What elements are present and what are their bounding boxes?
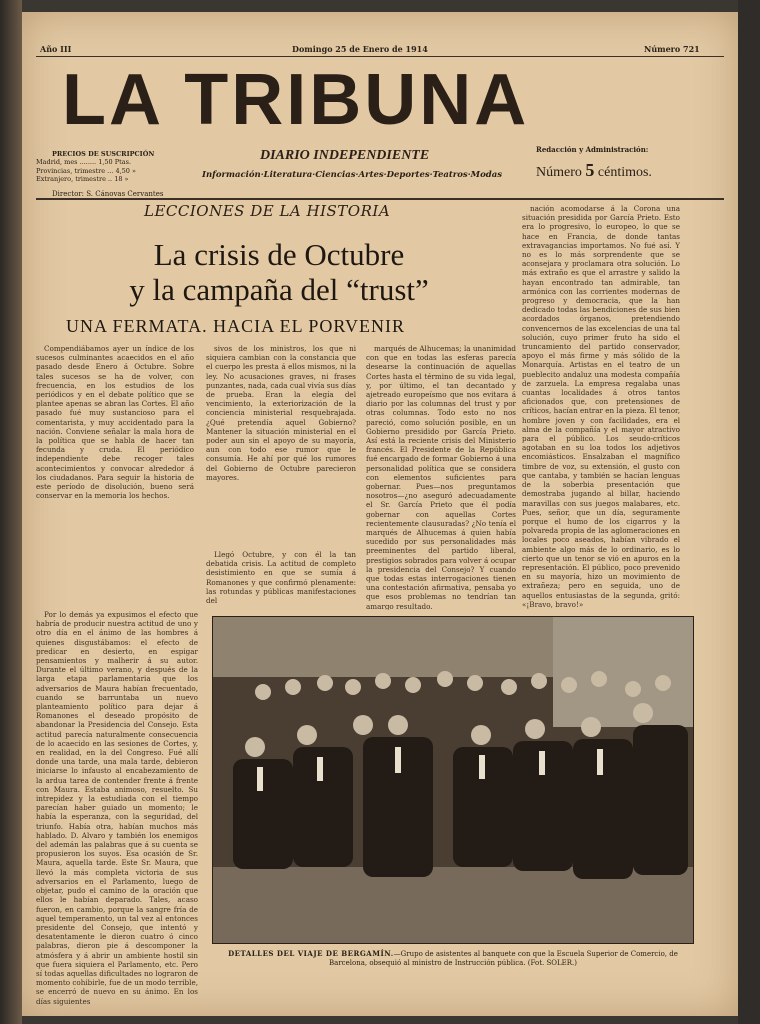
director-line: Director: S. Cánovas Cervantes [52, 190, 164, 198]
article-column-2b: Llegó Octubre, y con él la tan debatida crisis. La actitud de completo desistimiento en que se sumía á Romanones y que confirmó plenamente: las rotundas y públicas manifestaciones del [206, 550, 356, 606]
group-photo [212, 616, 694, 944]
article-column-1: Compendiábamos ayer un índice de los sucesos culminantes acaecidos en el año pasado desde Enero á Octubre. Sobre tales sucesos se ha de volver, con frecuencia, en los estudios de los periódicos y en el debate político que se plantee apenas se abran las Cortes. El año pasado fué muy sustancioso para el comentarista, y muy accidentado para la nación. Conviene señalar la mala hora de la política que se habla de hacer tan fecunda y cruda. El periódico independiente debe recoger tales acontecimientos y convocar alrededor á los ciudadanos. Para seguir la historia de este período de disolución, bueno será conservar en la memoria los hechos. [36, 344, 194, 501]
group-photo-image [213, 617, 693, 943]
price-row: Madrid, mes ........ 1,50 Ptas. [36, 158, 132, 167]
issue-number: Número 721 [644, 44, 700, 54]
article-column-1b: Por lo demás ya expusimos el efecto que habría de producir nuestra actitud de uno y otro día en el ánimo de las hombres á quienes disgustábamos: el efecto de predicar en desierto, en espigar pensamientos y malherir á su autor. Durante el último verano, y después de la larga etapa parlamentaria que los adversarios de Maura habían frecuentado, cuando se barruntaba un nuevo planteamiento político para dejar á Romanones el deseado propósito de abandonar la Presidencia del Consejo. Esta actitud parecía naturalmente consecuencia de lo acaecido en las sesiones de Cortes, y, en realidad, en la del Congreso. Fué allí donde una tarde, una mala tarde, debieron iniciarse lo infausto al encabezamiento de la ardua tarea de contender frente á frente con Maura. Estaba animoso, resuelto. Su intrepidez y la estudiada con el tiempo parecían haber guiado un momento; le había la esperanza, con la seguridad, del triunfo. Había otra, habían muchos más hablado. D. Alvaro y también los enemigos del ademán las palabras que á su cuenta se propusieron los suyos. Esa ocasión de Sr. Maura, aquella tarde. Este Sr. Maura, que llevó la más completa victoria de sus adversarios en el Parlamento, luego de objetar, pudo el camino de la oración que ellos le habían deparado. Tales, acaso fueron, en cambio, porque la sangre fría de aquel temperamento, un tal vez al entonces presidente del Consejo, que intentó y desatentamente le dieron cuatro ó cinco palabras, dieron pie á descomponer la atmósfera y á abrir un ambiente hostil sin que fuera siquiera el Parlamento, etc. Pero sí todas aquellas dificultades no lograron de momento cohibirle, fue de un modo terrible, se encerró de nuevo en su ánimo. En los días siguientes [36, 610, 198, 1006]
caption-text: —Grupo de asistentes al banquete con que la Escuela Superior de Comercio, de Barcelona, obsequió al ministro de Instrucción pública. (Fot. SOLER.) [329, 950, 678, 967]
article-headline: La crisis de Octubre y la campaña del “trust” [129, 237, 429, 307]
top-rule [36, 56, 724, 57]
article-column-3: marqués de Alhucemas; la unanimidad con que en todas las esferas parecía desearse la continuación de aquellas Cortes hasta el término de su vida legal, y, por último, el tan decantado y ajetreado europeísmo que nos evitara á diario por las columnas del trust y por otras columnas. Todo esto no nos pareció, como solución posible, en un Gobierno presidido por García Prieto. Así está la reciente crisis del Ministerio francés. El Presidente de la República fué encargado de formar Gobierno á una personalidad política que se considera con elementos suficientes para gobernar. Pues—nos preguntamos nosotros—¿no aseguró adecuadamente el Sr. García Prieto que él podía gobernar con aquellas Cortes recientemente clausuradas? ¿No tenía el marqués de Alhucemas á quien había sucedido por sus personalidades más preeminentes del partido liberal, prestigios sobrados para volver á ocupar la presidencia del Consejo? Y cuando que todas estas interrogaciones tienen una contestación afirmativa, pensaba yo que esos problemas no tendrían tan amargo resultado. [366, 344, 516, 610]
year-label: Año III [40, 44, 72, 54]
article-kicker: LECCIONES DE LA HISTORIA [144, 202, 391, 220]
date-label: Domingo 25 de Enero de 1914 [292, 44, 428, 54]
subscription-prices [36, 150, 154, 184]
article-deck: UNA FERMATA. HACIA EL PORVENIR [66, 316, 405, 336]
article-column-2: sivos de los ministros, los que ni siquiera cambian con la constancia que el cuerpo les presta á ellos mismos, ni la ley. No acusaciones graves, ni frases punzantes, nada, cada cual vivía sus días de prueba. Eran la elegía del vencimiento, la exteriorización de la conciencia ministerial resquebrajada. ¿Qué pretendía aquel Gobierno? Mantener la situación ministerial en el poder aun sin el apoyo de su mayoría, aun con todo ese rumor que le consumía. He ahí por qué los rumores del Gobierno de Octubre parecieron mayores. [206, 344, 356, 482]
masthead-rule [36, 198, 724, 200]
photo-caption [218, 949, 688, 968]
caption-title: DETALLES DEL VIAJE DE BERGAMÍN. [228, 949, 394, 958]
price-row: Provincias, trimestre ... 4,50 » [36, 166, 136, 175]
scan-background [738, 0, 760, 1024]
prices-title: PRECIOS DE SUSCRIPCIÓN [52, 150, 155, 158]
article-column-4: nación acomodarse á la Corona una situación presidida por García Prieto. Esto era lo progresivo, lo europeo, lo que se hace en Francia, de donde tantas extravagancias importamos. No fué así. Y no es lo más sorprendente que se aconsejara y proclamara otra solución. Lo más extraño es que el arrastre y salido la hayan encontrado tan admirable, tan armónica con las corrientes modernas de progreso y democracia, que la han dedicado todas las bendiciones de sus bien acordados órganos, pretendiendo convencernos de las excelencias de una tal solución, cuyo primer fruto ha sido el truncamiento del partido conservador, apoyo el más firme y más sólido de la Monarquía. Artistas en el teatro de un pueblecito andaluz una modesta compañía de zarzuela. La empresa regalaba unas cuantas localidades á otros tantos aficionados que, con pretensiones de críticos, hacían entrar en la pieza. El tenor, hombre joven y con facilidades, era el alma de la compañía y el mayor atractivo para el público. Los seudo-críticos agotaban en su loa todos los adjetivos encomiásticos. Ensalzaban el magnífico timbre de voz, su extensión, el gusto con que cantaba, y también se hacían lenguas de la soberbia presentación que demostraba jugando al billar, haciendo maravillas con sus juegos malabares, etc. Pues, señor, que un día, seguramente porque el humo de los cigarros y la polvareda propia de las aglomeraciones en locales poco aseados, habían vibrado el ambiente algo más de lo ordinario, es lo cierto que un tenor se vió en apuros en la representación. El público, poco prevenido en su mayoría, hizo un movimiento de extrañeza; pero en seguida, uno de aquellos entusiastas de la segunda, gritó: «¡Bravo, bravo!» [522, 204, 680, 609]
subtitle: DIARIO INDEPENDIENTE [260, 148, 430, 163]
masthead: LA TRIBUNA [62, 60, 530, 140]
price-row: Extranjero, trimestre .. 18 » [36, 175, 129, 184]
issue-price: Número 5 céntimos. [536, 160, 652, 180]
binding-edge [0, 0, 22, 1024]
redaccion-label: Redacción y Administración: [536, 145, 649, 154]
sections-line: Información·Literatura·Ciencias·Artes·Deportes·Teatros·Modas [202, 170, 502, 180]
newspaper-page [22, 12, 738, 1016]
